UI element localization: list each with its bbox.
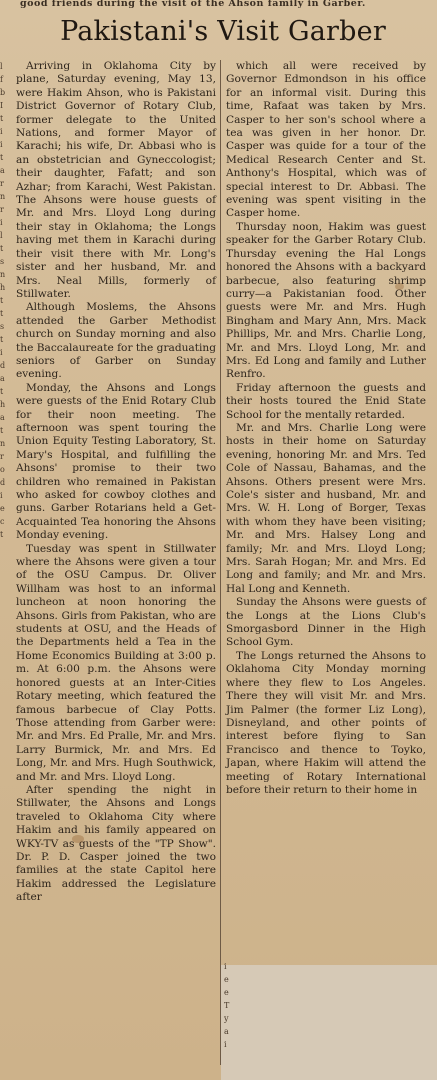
margin-fragment: b [0,88,6,97]
margin-fragment: e [0,504,5,513]
margin-fragment: i [0,348,3,357]
margin-fragment: a [0,413,5,422]
article-column-1 [16,60,216,1070]
margin-fragment: t [0,114,4,123]
previous-article-fragment: good friends during the visit of the Ahson family in Garber. [20,0,366,9]
torn-paper-area [221,965,437,1080]
margin-fragment: t [0,153,4,162]
margin-fragment: I [0,101,4,110]
paragraph: which all were received by Governor Edmondson in his office for an informal visit. During this time, Rafaat was taken by Mrs. Casper to her son's school where a tea was given in her honor. Dr. Casper was quide for a tour of the Medical Research Center and St. Anthony's Hospital, which was of special interest to Dr. Abbasi. The evening was spent visiting in the Casper home. [226,60,426,220]
paragraph: Arriving in Oklahoma City by plane, Saturday evening, May 13, were Hakim Ahson, who is Pakistani District Governor of Rotary Club, former delegate to the United Nations, and former Mayor of Karachi; his wife, Dr. Abbasi who is an obstetrician and Gyneccologist; their daughter, Fafatt; and son Azhar; from Karachi, West Pakistan. The Ahsons were house guests of Mr. and Mrs. Lloyd Long during their stay in Oklahoma; the Longs having met them in Karachi during their visit there with Mr. Long's sister and her husband, Mr. and Mrs. Neal Mills, formerly of Stillwater. [16,60,216,300]
paragraph: Although Moslems, the Ahsons attended the Garber Methodist church on Sunday morning and also the Baccalaureate for the graduating seniors of Garber on Sunday evening. [16,301,216,381]
margin-fragment: r [0,452,4,461]
margin-fragment: a [0,166,5,175]
margin-fragment: e [224,975,229,984]
margin-fragment: l [0,231,3,240]
margin-fragment: y [224,1014,229,1023]
margin-fragment: d [0,361,6,370]
paragraph: Tuesday was spent in Stillwater where the Ahsons were given a tour of the OSU Campus. Dr. Oliver Willham was host to an informal luncheon at noon honoring the Ahsons. Girls from Pakistan, who are students at OSU, and the Heads of the Departments held a Tea in the Home Economics Building at 3:00 p. m. At 6:00 p.m. the Ahsons were honored guests at an Inter-Cities Rotary meeting, which featured the famous barbecue of Clay Potts. Those attending from Garber were: Mr. and Mrs. Ed Pralle, Mr. and Mrs. Larry Burmick, Mr. and Mrs. Ed Long, Mr. and Mrs. Hugh Southwick, and Mr. and Mrs. Lloyd Long. [16,542,216,783]
paragraph: Mr. and Mrs. Charlie Long were hosts in their home on Saturday evening, honoring Mr. and Mrs. Ted Cole of Nassau, Bahamas, and the Ahsons. Others present were Mrs. Cole's sister and husband, Mr. and Mrs. W. H. Long of Borger, Texas with whom they have been visiting; Mr. and Mrs. Halsey Long and family; Mr. and Mrs. Lloyd Long; Mrs. Sarah Hogan; Mr. and Mrs. Ed Long and family; and Mr. and Mrs. Hal Long and Kenneth. [226,421,426,595]
margin-fragment: t [0,309,4,318]
margin-fragment: i [224,1040,227,1049]
margin-fragment: n [0,439,6,448]
margin-fragment: c [0,517,5,526]
margin-fragment: r [0,205,4,214]
margin-fragment: t [0,244,4,253]
paragraph: Monday, the Ahsons and Longs were guests of the Enid Rotary Club for their noon meeting. The afternoon was spent touring the Union Equity Testing Laboratory, St. Mary's Hospital, and fulfilling the Ahsons' promise to their two children who remained in Pakistan who asked for cowboy clothes and guns. Garber Rotarians held a Get-Acquainted Tea honoring the Ahsons Monday evening. [16,381,216,542]
margin-fragment: i [0,218,3,227]
margin-fragment: o [0,465,5,474]
margin-fragment: i [0,491,3,500]
margin-fragment: n [0,270,6,279]
stain-mark [395,283,404,290]
margin-fragment: i [224,962,227,971]
paragraph: Friday afternoon the guests and their hosts toured the Enid State School for the mentally retarded. [226,381,426,421]
margin-fragment: a [0,374,5,383]
paragraph: Sunday the Ahsons were guests of the Longs at the Lions Club's Smorgasbord Dinner in the High School Gym. [226,596,426,649]
margin-fragment: h [0,283,6,292]
article-headline: Pakistani's Visit Garber [60,16,386,47]
paragraph: After spending the night in Stillwater, the Ahsons and Longs traveled to Oklahoma City where Hakim and his family appeared on WKY-TV as guests of the "TP Show". Dr. P. D. Casper joined the two families at the state Capitol here Hakim addressed the Legislature after [16,783,216,904]
right-margin-fragments [224,960,234,1080]
margin-fragment: t [0,530,4,539]
margin-fragment: h [0,400,6,409]
column-divider [220,60,221,1065]
paragraph: Thursday noon, Hakim was guest speaker for the Garber Rotary Club. Thursday evening the Hal Longs honored the Ahsons with a backyard barbecue, also featuring shrimp curry—a Pakistanian food. Other guests were Mr. and Mrs. Hugh Bingham and Mary Ann, Mrs. Mack Phillips, Mr. and Mrs. Charlie Long, Mr. and Mrs. Lloyd Long, Mr. and Mrs. Ed Long and family and Luther Renfro. [226,220,426,381]
stain-mark [72,835,84,843]
margin-fragment: s [0,257,5,266]
margin-fragment: t [0,296,4,305]
margin-fragment: e [224,988,229,997]
margin-fragment: f [0,75,3,84]
margin-fragment: l [0,62,3,71]
margin-fragment: t [0,387,4,396]
margin-fragment: r [0,179,4,188]
margin-fragment: T [224,1001,230,1010]
left-margin-fragments [0,60,11,1080]
margin-fragment: a [224,1027,229,1036]
margin-fragment: s [0,322,5,331]
margin-fragment: n [0,192,6,201]
article-column-2 [226,60,426,796]
margin-fragment: i [0,127,3,136]
margin-fragment: t [0,335,4,344]
paragraph: The Longs returned the Ahsons to Oklahoma City Monday morning where they flew to Los Angeles. There they will visit Mr. and Mrs. Jim Palmer (the former Liz Long), Disneyland, and other points of interest before flying to San Francisco and thence to Toyko, Japan, where Hakim will attend the meeting of Rotary International before their return to their home in [226,649,426,796]
margin-fragment: d [0,478,6,487]
margin-fragment: i [0,140,3,149]
margin-fragment: t [0,426,4,435]
